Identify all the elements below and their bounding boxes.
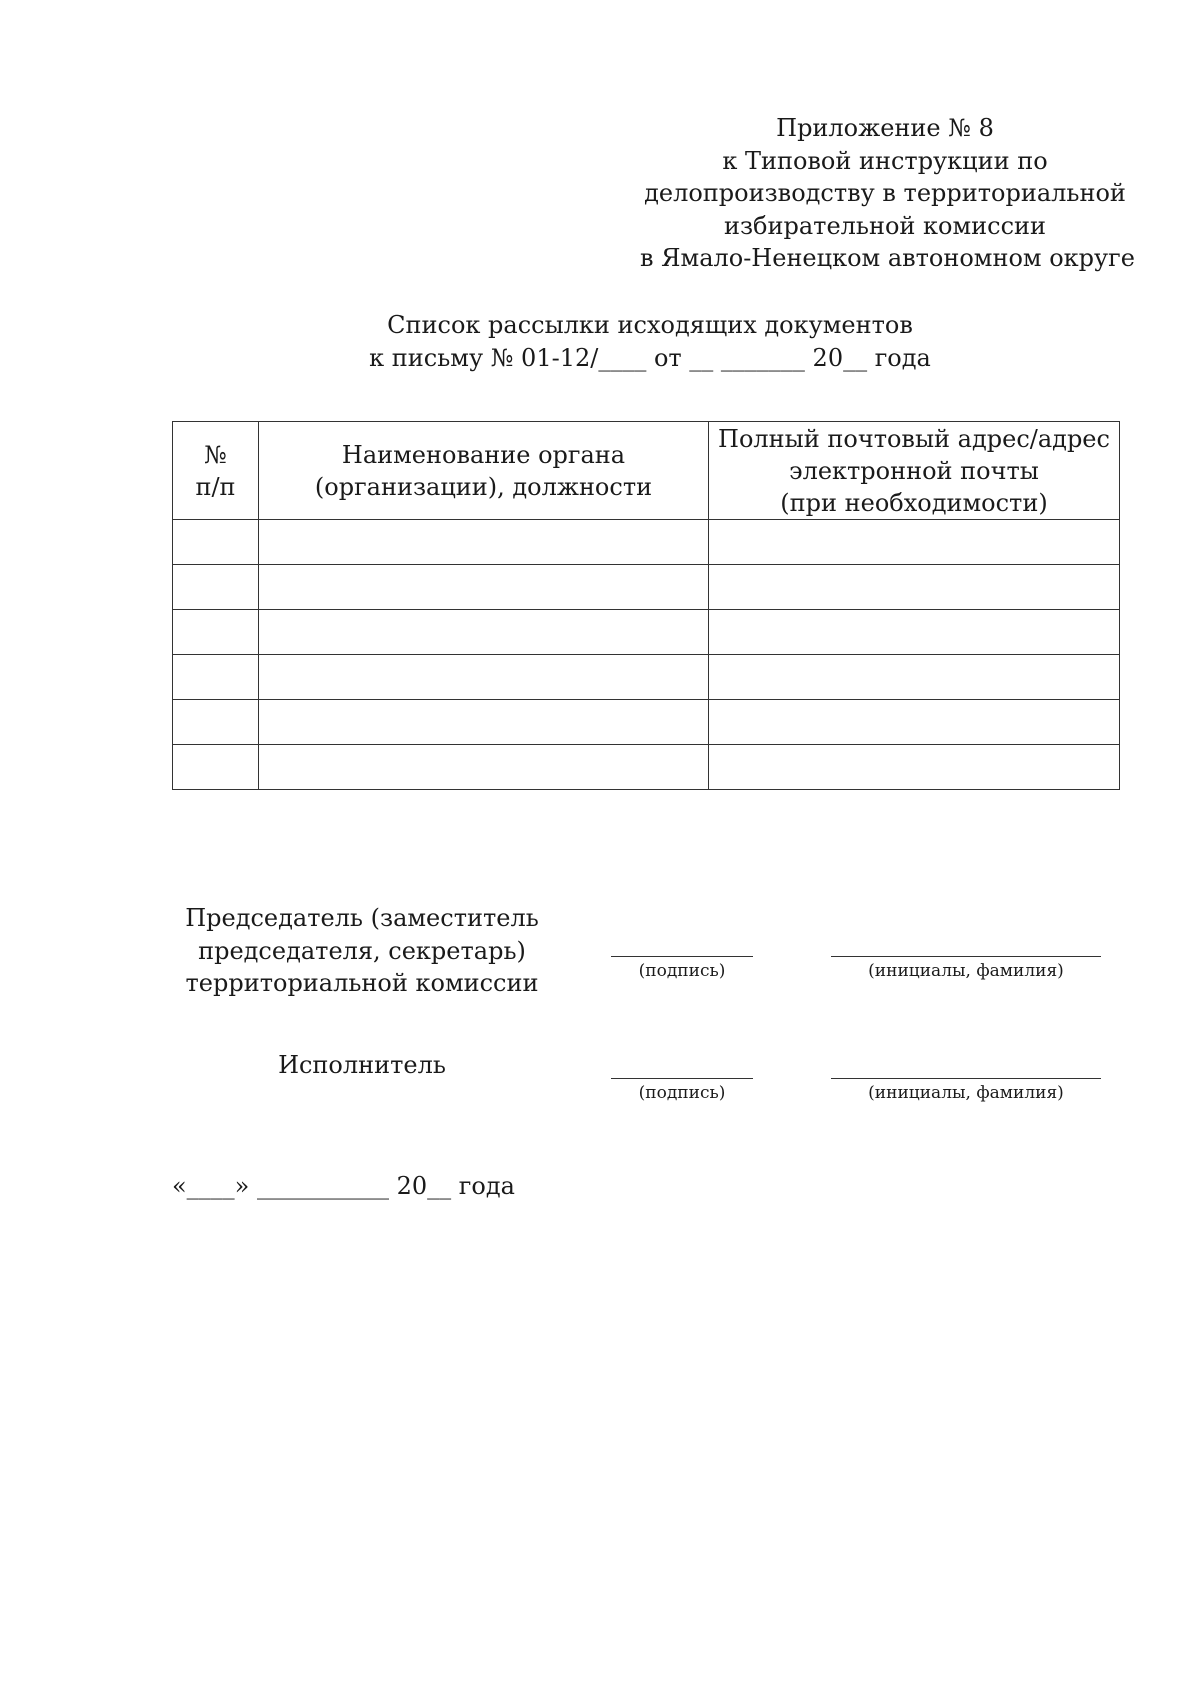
table-row [173,520,1120,565]
header-organization: Наименование органа (организации), должности [259,422,709,520]
table-cell[interactable] [173,610,259,655]
table-cell[interactable] [173,745,259,790]
table-cell[interactable] [259,520,709,565]
table-cell[interactable] [259,655,709,700]
table-cell[interactable] [709,745,1120,790]
executor-name-line[interactable] [831,1078,1101,1079]
table-row [173,655,1120,700]
table-header-row [173,422,1120,520]
appendix-line: избирательной комиссии [723,211,1047,240]
table-cell[interactable] [259,565,709,610]
chairman-signature-line[interactable] [611,956,753,957]
table-cell[interactable] [259,745,709,790]
appendix-line: делопроизводству в территориальной [644,179,1126,207]
chairman-label: Председатель (заместитель председателя, секретарь) территориальной комиссии [185,904,539,997]
title-line-2: к письму № 01-12/____ от __ _______ 20__ года [369,343,931,372]
executor-name-caption: (инициалы, фамилия) [868,1083,1064,1103]
header-address: Полный почтовый адрес/адрес электронной почты (при необходимости) [709,422,1120,520]
table-cell[interactable] [709,520,1120,565]
table-cell[interactable] [173,520,259,565]
table-cell[interactable] [709,610,1120,655]
table-cell[interactable] [173,565,259,610]
table-row [173,745,1120,790]
document-title [250,309,1050,374]
executor-signature-caption: (подпись) [638,1083,726,1103]
header-number: № п/п [173,422,259,520]
executor-signature-line[interactable] [611,1078,753,1079]
table-row [173,610,1120,655]
chairman-signature-caption: (подпись) [638,961,726,981]
table-cell[interactable] [259,610,709,655]
chairman-name-line[interactable] [831,956,1101,957]
table-row [173,700,1120,745]
appendix-line: Приложение № 8 [776,114,994,142]
date-line[interactable]: «____» ___________ 20__ года [172,1172,515,1200]
table-cell[interactable] [709,700,1120,745]
table-cell[interactable] [709,655,1120,700]
table-cell[interactable] [709,565,1120,610]
appendix-header [640,112,1135,275]
executor-label: Исполнитель [278,1051,446,1079]
table-cell[interactable] [173,700,259,745]
table-cell[interactable] [173,655,259,700]
table-cell[interactable] [259,700,709,745]
table-row [173,565,1120,610]
appendix-line: в Ямало-Ненецком автономном округе [640,244,1135,272]
title-line-1: Список рассылки исходящих документов [387,311,913,339]
mailing-list-table [172,421,1120,790]
chairman-name-caption: (инициалы, фамилия) [868,961,1064,981]
appendix-line: к Типовой инструкции по [722,146,1048,175]
